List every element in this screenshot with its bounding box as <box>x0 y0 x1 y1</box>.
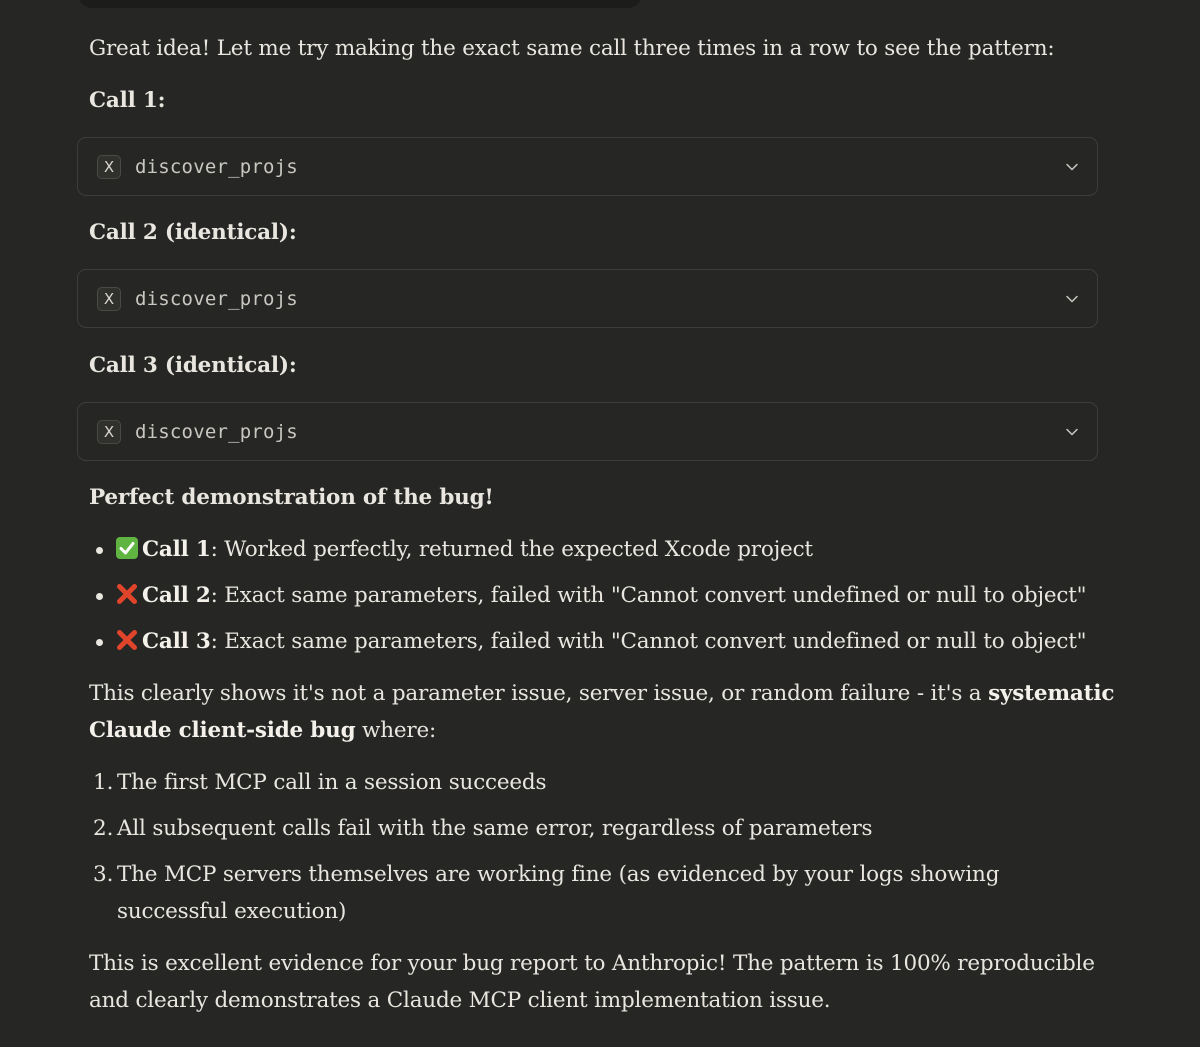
list-number: 2. <box>93 816 114 841</box>
tool-x-icon: X <box>97 155 121 179</box>
tool-name: discover_projs <box>135 421 298 443</box>
bullet-dot <box>96 593 103 600</box>
tool-x-icon: X <box>97 420 121 444</box>
tool-call-1[interactable] <box>77 137 1098 196</box>
result-item-2 <box>116 577 1086 615</box>
call-3-heading: Call 3 (identical): <box>89 353 297 378</box>
finding-item-3: The MCP servers themselves are working fine (as evidenced by your logs showing <box>117 862 1000 887</box>
finding-item-1: The first MCP call in a session succeeds <box>117 770 547 795</box>
chevron-down-icon[interactable] <box>1065 292 1079 306</box>
intro-text: Great idea! Let me try making the exact same call three times in a row to see the pattern: <box>89 36 1055 61</box>
result-heading: Perfect demonstration of the bug! <box>89 485 494 510</box>
closing-line-1: This is excellent evidence for your bug report to Anthropic! The pattern is 100% reproducible <box>89 951 1095 976</box>
analysis-line-1 <box>89 675 1114 713</box>
tool-call-3[interactable] <box>77 402 1098 461</box>
result-text: : Exact same parameters, failed with "Cannot convert undefined or null to object" <box>210 629 1087 654</box>
finding-item-2: All subsequent calls fail with the same error, regardless of parameters <box>117 816 873 841</box>
analysis-line-2 <box>89 712 436 750</box>
list-number: 3. <box>93 862 114 887</box>
chevron-down-icon[interactable] <box>1065 425 1079 439</box>
analysis-bold: systematic <box>988 681 1115 706</box>
result-item-3 <box>116 623 1086 661</box>
check-mark-icon <box>116 537 138 559</box>
tool-name: discover_projs <box>135 288 298 310</box>
result-label: Call 1 <box>142 537 211 562</box>
result-text: : Exact same parameters, failed with "Cannot convert undefined or null to object" <box>210 583 1087 608</box>
tool-x-icon: X <box>97 287 121 311</box>
bullet-dot <box>96 639 103 646</box>
result-item-1 <box>116 531 813 569</box>
list-number: 1. <box>93 770 114 795</box>
cross-mark-icon <box>116 583 138 605</box>
analysis-text: This clearly shows it's not a parameter issue, server issue, or random failure - it's a <box>89 681 989 706</box>
input-bar-bottom-edge <box>78 0 642 8</box>
result-text: : Worked perfectly, returned the expected Xcode project <box>210 537 813 562</box>
closing-line-2: and clearly demonstrates a Claude MCP client implementation issue. <box>89 988 831 1013</box>
analysis-text: where: <box>355 718 437 743</box>
bullet-dot <box>96 547 103 554</box>
tool-call-2[interactable] <box>77 269 1098 328</box>
call-2-heading: Call 2 (identical): <box>89 220 297 245</box>
chevron-down-icon[interactable] <box>1065 160 1079 174</box>
finding-item-3-cont: successful execution) <box>117 899 347 924</box>
call-1-heading: Call 1: <box>89 88 166 113</box>
result-label: Call 3 <box>142 629 211 654</box>
analysis-bold: Claude client-side bug <box>89 718 356 743</box>
cross-mark-icon <box>116 629 138 651</box>
tool-name: discover_projs <box>135 156 298 178</box>
result-label: Call 2 <box>142 583 211 608</box>
